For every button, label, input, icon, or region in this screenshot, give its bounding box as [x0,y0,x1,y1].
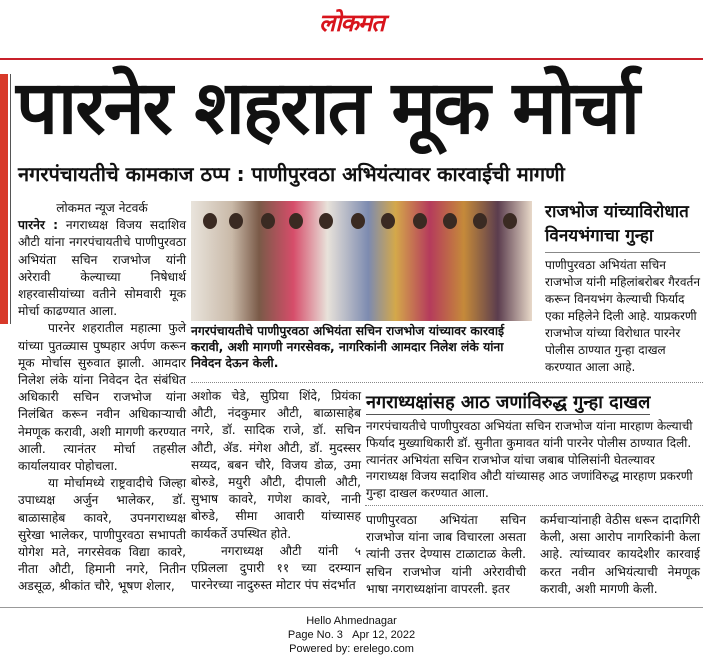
edition-name: Hello Ahmednagar [306,615,397,627]
dotted-divider [191,382,703,383]
paragraph: या मोर्चामध्ये राष्ट्रवादीचे जिल्हा उपाध्यक्ष अर्जुन भालेकर, डॉ. बाळासाहेब कावरे, उपनगराध्यक्ष सुरेखा भालेकर, पाणीपुरवठा सभापती योगेश मते, नगरसेवक विद्या कावरे, नीता औटी, हिमानी नगरे, नितीन अडसूळ, श्रीकांत चौरे, भूषण शेलार, [18,476,186,594]
subheadline: नगरपंचायतीचे कामकाज ठप्प : पाणीपुरवठा अभियंत्यावर कारवाईची मागणी [18,162,565,186]
red-accent-bar [0,74,8,324]
news-photo [191,201,532,321]
story2-heading: नगराध्यक्षांसह आठ जणांविरुद्ध गुन्हा दाखल [366,392,651,413]
paragraph-text: नगराध्यक्ष विजय सदाशिव औटी यांना नगरपंचायतीचे पाणीपुरवठा अभियंता सचिन राजभोज यांनी अरेरावी केल्याच्या निषेधार्थ शहरवासीयांच्या वतीने सोमवारी मूक मोर्चा काढण्यात आला. [18,218,186,319]
story2-body: नगरपंचायतीचे पाणीपुरवठा अभियंता सचिन राजभोज यांना मारहाण केल्याची फिर्याद मुख्याधिकारी डॉ. सुनीता कुमावत यांनी पारनेर पोलीस ठाण्यात दिली. त्यानंतर अभियंता सचिन राजभोज यांचा जबाब पोलिसांनी घेतल्यावर नगराध्यक्ष विजय सदाशिव औटी यांच्यासह आठ जणांविरुद्ध मारहाण प्रकरणी गुन्हा दाखल करण्यात आला. [366,419,693,501]
page-number: Page No. 3 [287,629,343,641]
newspaper-logo: लोकमत [319,9,384,37]
lead-paragraph [18,217,186,320]
footer [0,614,703,656]
sidebar-box [545,200,700,376]
footer-divider [0,607,703,608]
sidebar-body: पाणीपुरवठा अभियंता सचिन राजभोज यांनी महिलांबरोबर गैरवर्तन करून विनयभंग केल्याची फिर्याद एका महिलेने दिली आहे. याप्रकरणी राजभोज यांच्या विरोधात पारनेर पोलीस ठाण्यात गुन्हा दाखल करण्यात आला आहे. [545,258,701,374]
photo-caption: नगरपंचायतीचे पाणीपुरवठा अभियंता सचिन राजभोज यांच्यावर कारवाई करावी, अशी मागणी नगरसेवक, नागरिकांनी आमदार निलेश लंके यांना निवेदन देऊन केली. [191,324,505,370]
article-column-1 [18,200,186,596]
column-rule [10,74,11,324]
paragraph: पारनेर शहरातील महात्मा फुले यांच्या पुतळ्यास पुष्पहार अर्पण करून मूक मोर्चास सुरुवात झाली. आमदार निलेश लंके यांना निवेदन देत संबंधित अधिकारी सचिन राजभोज यांना निलंबित करून नवीन अधिकाऱ्याची नेमणूक करावी, अशी मागणी करण्यात आली. त्यानंतर मोर्चा तहसील कार्यालयावर पोहोचला. [18,321,186,474]
dateline: पारनेर : [18,218,58,233]
paragraph: अशोक चेडे, सुप्रिया शिंदे, प्रियंका औटी, नंदकुमार औटी, बाळासाहेब नगरे, डॉ. सादिक राजे, डॉ. सचिन औटी, ॲड. मंगेश औटी, डॉ. मुदस्सर सय्यद, बबन चौरे, विजय डोळ, उमा बोरुडे, मयुरी औटी, दीपाली औटी, सुभाष कावरे, गणेश कावरे, नानी बोरुडे, सीमा आवारी यांच्यासह कार्यकर्ते उपस्थित होते. [191,389,361,541]
powered-by: Powered by: erelego.com [289,643,414,655]
publish-date: Apr 12, 2022 [352,629,416,641]
headline: पारनेर शहरात मूक मोर्चा [16,65,638,151]
sidebar-heading: राजभोज यांच्याविरोधात विनयभंगाचा गुन्हा [545,200,700,253]
byline: लोकमत न्यूज नेटवर्क [56,201,148,215]
dotted-divider [365,505,703,506]
article-column-4: कर्मचाऱ्यांनाही वेठीस धरून दादागिरी केली, असा आरोप नागरिकांनी केला आहे. त्यांच्यावर कायदेशीर कारवाई करत नवीन अभियंत्याची नेमणूक करावी, अशी मागणी केली. [540,513,700,596]
article-column-2 [191,388,361,594]
article-column-3: पाणीपुरवठा अभियंता सचिन राजभोज यांना जाब विचारला असता त्यांनी उत्तर देण्यास टाळाटाळ केली. सचिन राजभोज यांनी अरेरावीची भाषा नगराध्यक्षांना वापरली. इतर [366,513,526,596]
paragraph: नगराध्यक्ष औटी यांनी ५ एप्रिलला दुपारी ११ च्या दरम्यान पारनेरच्या नादुरुस्त मोटार पंप संदर्भात [191,543,361,593]
